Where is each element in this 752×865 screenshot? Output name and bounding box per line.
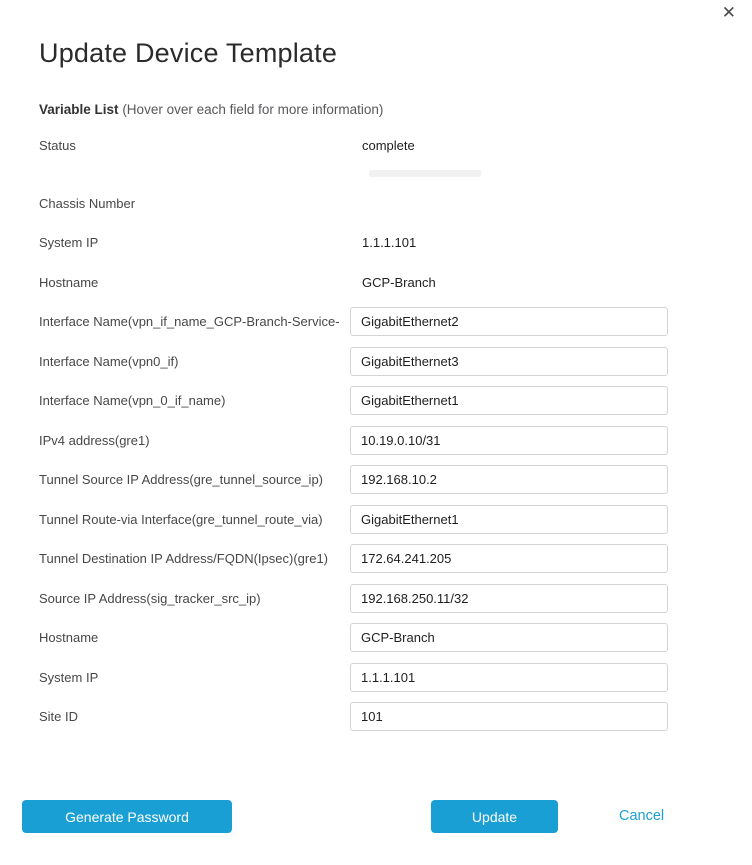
form-field-row — [39, 697, 713, 737]
system-ip-value: 1.1.1.101 — [362, 235, 417, 251]
form-field-input[interactable] — [350, 386, 668, 415]
status-row — [39, 126, 713, 166]
form-field-input[interactable] — [350, 347, 668, 376]
variable-list-hint — [122, 102, 383, 117]
form-field-row — [39, 618, 713, 658]
form-field-row — [39, 381, 713, 421]
update-button[interactable]: Update — [431, 800, 558, 833]
form-field-input[interactable] — [350, 663, 668, 692]
form-field-input[interactable] — [350, 584, 668, 613]
form-field-row — [39, 658, 713, 698]
hostname-row — [39, 263, 713, 303]
hostname-label: Hostname — [39, 274, 99, 290]
form-field-row — [39, 500, 713, 540]
form-field-row — [39, 460, 713, 500]
form-field-input[interactable] — [350, 623, 668, 652]
form-field-label: Tunnel Destination IP Address/FQDN(Ipsec)(gre1) — [39, 551, 329, 567]
status-value: complete — [362, 138, 415, 154]
form-field-row — [39, 342, 713, 382]
form-field-label: Hostname — [39, 630, 99, 646]
variable-rows — [39, 126, 713, 737]
close-icon[interactable]: ✕ — [721, 3, 736, 22]
form-field-input[interactable] — [350, 544, 668, 573]
system-ip-row — [39, 223, 713, 263]
form-field-label: Site ID — [39, 709, 79, 725]
form-field-label: Tunnel Route-via Interface(gre_tunnel_route_via) — [39, 511, 323, 527]
form-field-label: System IP — [39, 669, 99, 685]
form-field-label: Interface Name(vpn_0_if_name) — [39, 393, 226, 409]
chassis-number-row — [39, 184, 713, 224]
form-field-input[interactable] — [350, 505, 668, 534]
variable-list-heading: Variable List — [39, 102, 119, 117]
form-field-label: Tunnel Source IP Address(gre_tunnel_source_ip) — [39, 472, 324, 488]
row-spacer — [39, 166, 713, 184]
form-field-input[interactable] — [350, 702, 668, 731]
form-field-label: IPv4 address(gre1) — [39, 432, 150, 448]
form-field-row — [39, 539, 713, 579]
form-field-row — [39, 421, 713, 461]
hostname-value: GCP-Branch — [362, 274, 436, 290]
variable-list-hint-text: (Hover over each field for more information) — [122, 102, 384, 117]
generate-password-button[interactable]: Generate Password — [22, 800, 232, 833]
variable-list-section-header — [39, 102, 383, 117]
form-field-label: Interface Name(vpn_if_name_GCP-Branch-Service- — [39, 314, 340, 330]
system-ip-label: System IP — [39, 235, 99, 251]
dialog-title: Update Device Template — [39, 38, 338, 69]
form-field-row — [39, 579, 713, 619]
form-field-input[interactable] — [350, 307, 668, 336]
cancel-button[interactable]: Cancel — [613, 807, 670, 825]
form-field-row — [39, 302, 713, 342]
chassis-number-redacted-value — [369, 170, 481, 177]
chassis-number-label: Chassis Number — [39, 195, 136, 211]
form-field-list — [39, 302, 713, 737]
form-field-input[interactable] — [350, 465, 668, 494]
form-field-label: Interface Name(vpn0_if) — [39, 353, 179, 369]
form-field-input[interactable] — [350, 426, 668, 455]
form-field-label: Source IP Address(sig_tracker_src_ip) — [39, 590, 261, 606]
status-label: Status — [39, 138, 76, 154]
